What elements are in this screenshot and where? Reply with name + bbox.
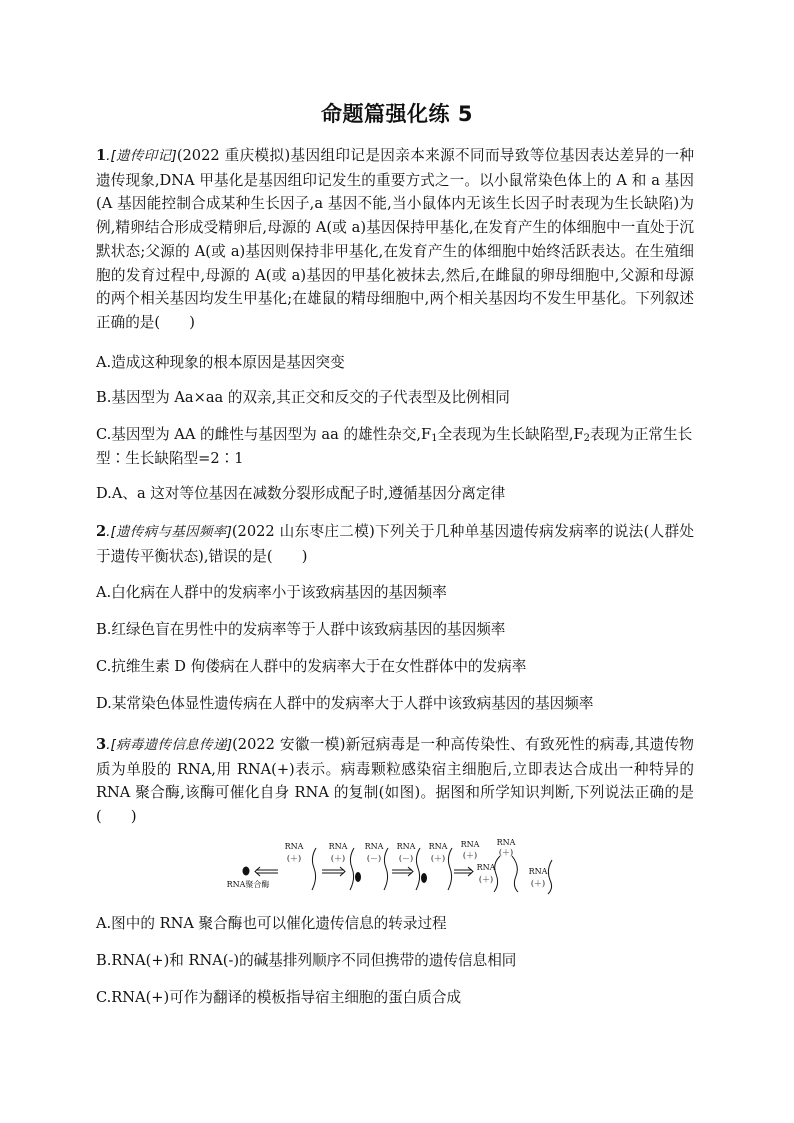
option-d: D.A、a 这对等位基因在减数分裂形成配子时,遵循基因分离定律 xyxy=(96,485,506,502)
subscript-1: 1 xyxy=(431,433,438,444)
right-arrow-icon xyxy=(322,867,345,876)
option-b: B.基因型为 Aa×aa 的双亲,其正交和反交的子代表型及比例相同 xyxy=(96,389,510,406)
question-number: 2 xyxy=(96,523,107,540)
rna-label: RNA xyxy=(528,867,548,876)
rna-label: RNA xyxy=(476,863,496,872)
question-2 xyxy=(96,520,694,568)
question-tag: .[遗传印记] xyxy=(106,148,177,164)
rna-polymerase-dot xyxy=(421,873,427,883)
rna-minus-label: (－) xyxy=(398,854,414,863)
rna-plus-label: (＋) xyxy=(478,875,494,884)
rna-label: RNA xyxy=(284,842,304,851)
option-b: B.红绿色盲在男性中的发病率等于人群中该致病基因的基因频率 xyxy=(96,621,506,638)
option-c xyxy=(96,423,696,470)
option-d: D.某常染色体显性遗传病在人群中的发病率大于人群中该致病基因的基因频率 xyxy=(96,695,594,712)
rna-label: RNA xyxy=(460,840,480,849)
option-c: C.抗维生素 D 佝偻病在人群中的发病率大于在女性群体中的发病率 xyxy=(96,658,527,675)
rna-polymerase-label: RNA聚合酶 xyxy=(226,880,270,889)
question-tag: .[病毒遗传信息传递] xyxy=(106,737,233,753)
option-a: A.白化病在人群中的发病率小于该致病基因的基因频率 xyxy=(96,584,447,601)
rna-polymerase-dot xyxy=(243,867,250,876)
rna-strand xyxy=(312,848,316,890)
rna-plus-label: (＋) xyxy=(530,879,546,888)
question-text: (2022 山东枣庄二模)下列关于几种单基因遗传病发病率的说法(人群处于遗传平衡状态),错误的是( ) xyxy=(96,523,694,565)
question-1 xyxy=(96,144,694,335)
right-arrow-icon xyxy=(392,867,413,876)
right-arrow-icon xyxy=(454,867,473,876)
rna-plus-label: (＋) xyxy=(498,848,514,857)
rna-plus-label: (＋) xyxy=(286,854,302,863)
rna-strand xyxy=(494,856,500,892)
rna-label: RNA xyxy=(396,842,416,851)
rna-label: RNA xyxy=(428,842,448,851)
option-b: B.RNA(+)和 RNA(-)的碱基排列顺序不同但携带的遗传信息相同 xyxy=(96,952,517,969)
rna-replication-diagram xyxy=(226,838,560,896)
rna-strand xyxy=(384,848,388,890)
question-text: (2022 重庆模拟)基因组印记是因亲本来源不同而导致等位基因表达差异的一种遗传现象,DNA 甲基化是基因组印记发生的重要方式之一。以小鼠常染色体上的 A 和 a 基因(A 基因能控制合成某种生长因子,a 基因不能,当小鼠体内无该生长因子时表现为生长缺陷)为例,精卵结合形成受精卵后,母源的 A(或 a)基因保持甲基化,在发育产生的体细胞中一直处于沉默状态;父源的 A(或 a)基因则保持非甲基化,在发育产生的体细胞中始终活跃表达。在生殖细胞的发育过程中,母源的 A(或 a)基因的甲基化被抹去,然后,在雌鼠的卵母细胞中,父源和母源的两个相关基因均发生甲基化;在雄鼠的精母细胞中,两个相关基因均不发生甲基化。下列叙述正确的是( ) xyxy=(96,147,695,331)
rna-strand xyxy=(448,848,452,890)
question-3 xyxy=(96,733,694,829)
option-c: C.RNA(+)可作为翻译的模板指导宿主细胞的蛋白质合成 xyxy=(96,989,462,1006)
rna-strand xyxy=(548,860,552,894)
rna-strand xyxy=(416,848,420,890)
option-c-text-1: C.基因型为 AA 的雌性与基因型为 aa 的雄性杂交,F xyxy=(96,426,432,443)
rna-label: RNA xyxy=(496,838,516,847)
question-number: 3 xyxy=(96,736,107,753)
option-c-text-2: 全表现为生长缺陷型,F xyxy=(437,426,584,443)
subscript-2: 2 xyxy=(583,433,591,444)
rna-polymerase-dot xyxy=(355,872,361,882)
rna-label: RNA xyxy=(364,842,384,851)
rna-plus-label: (＋) xyxy=(462,851,478,860)
rna-label: RNA xyxy=(328,842,348,851)
question-number: 1 xyxy=(96,147,107,164)
option-a: A.图中的 RNA 聚合酶也可以催化遗传信息的转录过程 xyxy=(96,915,447,932)
option-c-text-3: 表现为正常生长型∶生长缺陷型=2∶1 xyxy=(96,426,693,467)
question-tag: .[遗传病与基因频率] xyxy=(106,524,232,540)
left-arrow-icon xyxy=(255,867,278,876)
rna-minus-label: (－) xyxy=(366,854,382,863)
question-text: (2022 安徽一模)新冠病毒是一种高传染性、有致死性的病毒,其遗传物质为单股的 RNA,用 RNA(+)表示。病毒颗粒感染宿主细胞后,立即表达合成出一种特异的 RNA 聚合酶,该酶可催化自身 RNA 的复制(如图)。据图和所学知识判断,下列说法正确的是( ) xyxy=(96,736,695,826)
rna-plus-label: (＋) xyxy=(330,854,346,863)
rna-strand xyxy=(350,848,354,890)
page-title: 命题篇强化练 5 xyxy=(321,102,473,126)
rna-plus-label: (＋) xyxy=(430,854,446,863)
option-a: A.造成这种现象的根本原因是基因突变 xyxy=(96,354,345,371)
rna-strand xyxy=(512,856,518,892)
